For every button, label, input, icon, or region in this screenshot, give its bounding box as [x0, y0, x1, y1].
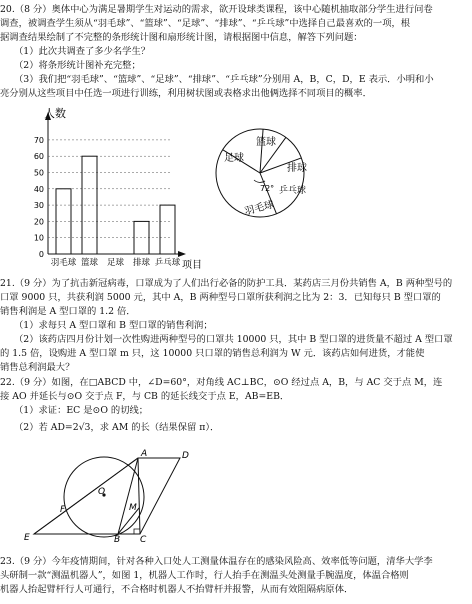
- pie-chart-figure: [214, 115, 314, 239]
- label-f: F: [60, 505, 66, 515]
- label-m: M: [129, 503, 137, 513]
- q20-line-7: 亮分别从这些项目中任选一项进行训练，利用树状图或表格求出他俩选择不同项目的概率．: [0, 88, 372, 99]
- x-axis-arrow: [178, 251, 186, 257]
- right-angle-mark: [134, 529, 140, 534]
- parallelogram-outline: [34, 458, 180, 534]
- y-tick-label: 0: [38, 250, 44, 259]
- label-b: B: [114, 535, 121, 542]
- y-tick-label: 50: [33, 168, 44, 178]
- q21-part-2: （2）该药店四月份计划一次性购进两种型号的口罩共 10000 只，其中 B 型口罩的进货量不超过 A 型口罩: [14, 334, 453, 345]
- label-o: O: [98, 487, 106, 497]
- pie-label-zuqiu: 足球: [224, 153, 244, 164]
- bar-chart-axes: [45, 112, 186, 257]
- category-label: 足球: [106, 258, 125, 268]
- label-c: C: [140, 535, 147, 542]
- y-tick-label: 70: [33, 135, 44, 145]
- q21-line-6: 的 1.5 倍，设购进 A 型口罩 m 只，这 10000 只口罩的销售总利润为 W 元．该药店如何进货，才能使: [0, 348, 425, 359]
- y-tick-label: 40: [33, 184, 44, 194]
- circle-o: [64, 457, 144, 537]
- category-label: 篮球: [80, 258, 99, 268]
- q21-part-1: （1）求每只 A 型口罩和 B 型口罩的销售利润；: [14, 320, 213, 331]
- bar-chart-xlabel: 项目: [182, 260, 202, 271]
- q20-line-3: 据调查结果绘制了不完整的条形统计图和扇形统计图，请根据图中信息，解答下列问题：: [0, 32, 363, 43]
- category-label: 羽毛球: [50, 258, 77, 268]
- pie-label-pingpang: 乒乓球: [279, 186, 307, 196]
- bar-chart-figure: [22, 104, 212, 274]
- y-tick-label: 20: [33, 217, 44, 227]
- q20-part-3: （3）我们把“羽毛球”、“篮球”、“足球”、“排球”、“乒乓球”分别用 A，B，C，D，E 表示．小明和小: [14, 74, 434, 85]
- y-tick-label: 30: [33, 201, 44, 211]
- pie-label-paiqiu: 排球: [287, 163, 307, 174]
- q20-part-2: （2）将条形统计图补充完整；: [14, 60, 141, 71]
- label-e: E: [24, 533, 30, 542]
- q21-line-2: 口罩 9000 只，共获利润 5000 元，其中 A，B 两种型号口罩所获利润之比为 2：3．已知每只 B 型口罩的: [0, 292, 441, 303]
- q22-line-1: 22.（9 分）如图，在□ABCD 中，∠D=60°，对角线 AC⊥BC，⊙O 经过点 A，B，与 AC 交于点 M，连: [0, 377, 443, 388]
- q20-part-1: （1）此次共调查了多少名学生？: [14, 46, 151, 57]
- geometry-figure: [20, 442, 200, 542]
- pie-angle-label: 72°: [260, 184, 275, 193]
- y-tick-label: 60: [33, 152, 44, 162]
- line-ac: [138, 458, 140, 534]
- pie-label-lanqiu: 篮球: [256, 137, 276, 148]
- category-label: 排球: [132, 258, 151, 268]
- q21-line-1: 21.（9 分）为了抗击新冠病毒，口罩成为了人们出行必备的防护工具．某药店三月份共销售 A，B 两种型号的: [0, 278, 453, 289]
- bar-chart-ylabel: 人数: [44, 107, 66, 120]
- category-label: 乒乓球: [154, 258, 181, 268]
- q22-part-2: （2）若 AD=2√3，求 AM 的长（结果保留 π）．: [14, 422, 220, 433]
- q21-line-3: 销售利润是 A 型口罩的 1.2 倍．: [0, 306, 136, 317]
- label-d: D: [182, 451, 189, 461]
- q21-line-7: 销售总利润最大？: [0, 362, 75, 373]
- q20-line-2: 调查，被调查学生须从“羽毛球”、“篮球”、“足球”、“排球”、“乒乓球”中选择自己最喜欢的一项，根: [0, 18, 411, 29]
- q22-line-2: 接 AO 并延长与⊙O 交于点 F，与 CB 的延长线交于点 E，AB=EB．: [0, 391, 290, 402]
- q23-line-3: 机器人抬起臂杆行人可通行，不合格时机器人不抬臂杆并报警，从而有效阻隔病原体．: [0, 584, 354, 595]
- line-ae: [34, 458, 138, 534]
- bar-chart-y-ticks: [34, 136, 172, 259]
- q23-line-1: 23.（9 分）今年疫情期间，针对各种入口处人工测量体温存在的感染风险高、效率低等问题，清华大学李: [0, 556, 433, 567]
- q20-line-1: 20.（8 分）奥体中心为满足暑期学生对运动的需求，欲开设球类课程，该中心随机抽取部分学生进行问卷: [0, 4, 433, 15]
- y-tick-label: 10: [33, 233, 44, 243]
- q23-line-2: 头研制一款“测温机器人”，如图 1，机器人工作时，行人抬手在测温头处测量手腕温度，体温合格则: [0, 570, 409, 581]
- bar-chart-categories: [51, 257, 181, 268]
- pie-divider: [260, 129, 263, 173]
- q22-part-1: （1）求证：EC 是⊙O 的切线；: [14, 405, 149, 416]
- bar: [160, 205, 175, 254]
- pie-label-yumaoqiu: 羽毛球: [243, 199, 276, 218]
- label-a: A: [141, 449, 148, 459]
